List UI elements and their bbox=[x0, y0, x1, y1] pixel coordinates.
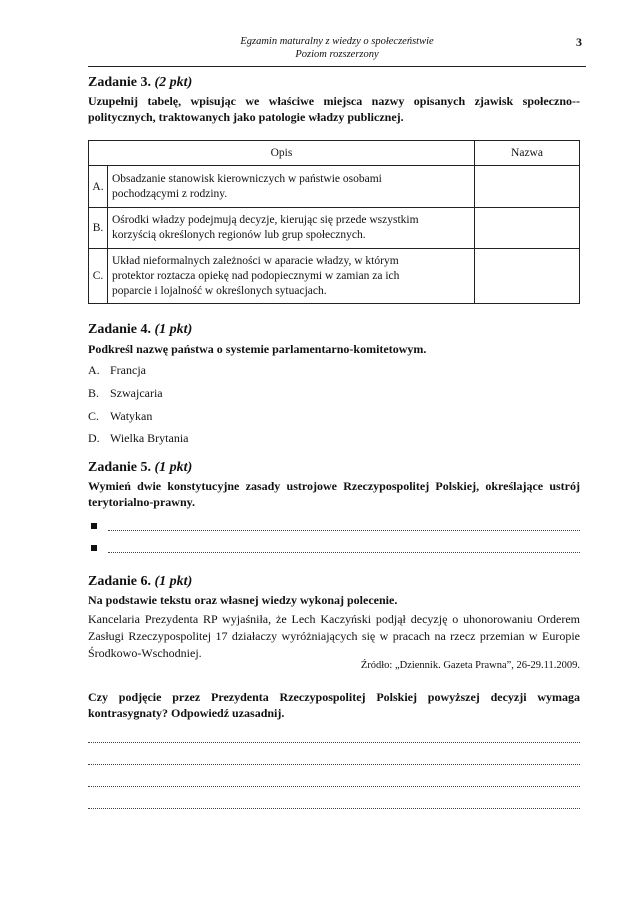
task4-label: Zadanie 4. bbox=[88, 322, 152, 337]
task6-points: (1 pkt) bbox=[154, 574, 193, 589]
option-c[interactable] bbox=[88, 409, 152, 424]
option-letter: B. bbox=[88, 386, 100, 400]
row-letter: B. bbox=[89, 208, 108, 249]
option-a[interactable] bbox=[88, 363, 146, 378]
column-nazwa: Nazwa bbox=[475, 141, 580, 166]
option-letter: A. bbox=[88, 363, 100, 377]
row-description-line: Ośrodki władzy podejmują decyzje, kierując się przede wszystkim bbox=[112, 214, 419, 226]
row-letter: C. bbox=[89, 249, 108, 304]
answer-line-1[interactable] bbox=[88, 520, 580, 534]
bullet-square-icon bbox=[91, 523, 97, 529]
task4-points: (1 pkt) bbox=[154, 322, 193, 337]
table-row bbox=[89, 166, 580, 208]
task4-instruction: Podkreśl nazwę państwa o systemie parlamentarno-komitetowym. bbox=[88, 342, 427, 356]
answer-line[interactable] bbox=[88, 742, 580, 743]
option-text: Wielka Brytania bbox=[110, 431, 189, 445]
answer-line[interactable] bbox=[88, 786, 580, 787]
answer-cell-c[interactable] bbox=[475, 249, 580, 304]
task3-label: Zadanie 3. bbox=[88, 75, 152, 90]
task6-question: Czy podjęcie przez Prezydenta Rzeczypospolitej Polskiej powyższej decyzji wymaga kontrasygnaty? Odpowiedź uzasadnij. bbox=[88, 690, 580, 720]
option-text: Szwajcaria bbox=[110, 386, 163, 400]
bullet-square-icon bbox=[91, 545, 97, 551]
page-header bbox=[88, 36, 586, 67]
task5-title bbox=[88, 460, 192, 476]
task3-instruction: Uzupełnij tabelę, wpisując we właściwe miejsca nazwy opisanych zjawisk społeczno--politycznych, traktowanych jako patologie władzy publicznej. bbox=[88, 94, 580, 124]
row-description bbox=[108, 166, 475, 208]
column-opis: Opis bbox=[89, 141, 475, 166]
row-description bbox=[108, 208, 475, 249]
option-letter: D. bbox=[88, 431, 100, 445]
row-description bbox=[108, 249, 475, 304]
answer-line-2[interactable] bbox=[88, 542, 580, 556]
task5-points: (1 pkt) bbox=[154, 460, 193, 475]
answer-cell-b[interactable] bbox=[475, 208, 580, 249]
row-letter: A. bbox=[89, 166, 108, 208]
exam-level: Poziom rozszerzony bbox=[295, 49, 379, 60]
row-description-line: poparcie i lojalność w określonych sytuacjach. bbox=[112, 284, 327, 297]
answer-line[interactable] bbox=[88, 808, 580, 809]
row-description-line: pochodzącymi z rodziny. bbox=[112, 187, 228, 200]
task5-label: Zadanie 5. bbox=[88, 460, 152, 475]
exam-title: Egzamin maturalny z wiedzy o społeczeństwie bbox=[240, 36, 434, 47]
task3-points: (2 pkt) bbox=[154, 75, 193, 90]
option-b[interactable] bbox=[88, 386, 163, 401]
table-row bbox=[89, 249, 580, 304]
source-citation: Źródło: „Dziennik. Gazeta Prawna”, 26-29.11.2009. bbox=[360, 660, 580, 671]
task3-title bbox=[88, 75, 192, 91]
task6-label: Zadanie 6. bbox=[88, 574, 152, 589]
row-description-line: protektor roztacza opiekę nad podopiecznymi w zamian za ich bbox=[112, 269, 400, 282]
option-letter: C. bbox=[88, 409, 100, 423]
task3-table bbox=[88, 140, 580, 304]
option-text: Francja bbox=[110, 363, 146, 377]
row-description-line: korzyścią określonych regionów lub grup społecznych. bbox=[112, 229, 366, 241]
source-text: Kancelaria Prezydenta RP wyjaśniła, że Lech Kaczyński podjął decyzję o uhonorowaniu Orderem Zasługi Rzeczypospolitej 17 działaczy wyróżniających się w pracach na rzecz przemian w Europie Środkowo-Wschodniej. bbox=[88, 612, 580, 660]
task5-instruction: Wymień dwie konstytucyjne zasady ustrojowe Rzeczypospolitej Polskiej, określające ustrój terytorialno-prawny. bbox=[88, 479, 580, 509]
table-row bbox=[89, 208, 580, 249]
answer-cell-a[interactable] bbox=[475, 166, 580, 208]
row-description-line: Układ nieformalnych zależności w aparacie władzy, w którym bbox=[112, 254, 399, 267]
answer-line[interactable] bbox=[88, 764, 580, 765]
option-text: Watykan bbox=[110, 409, 153, 423]
row-description-line: Obsadzanie stanowisk kierowniczych w państwie osobami bbox=[112, 172, 382, 185]
task6-instruction: Na podstawie tekstu oraz własnej wiedzy wykonaj polecenie. bbox=[88, 593, 398, 607]
task4-title bbox=[88, 322, 192, 338]
task6-title bbox=[88, 574, 192, 590]
option-d[interactable] bbox=[88, 431, 189, 446]
page-number: 3 bbox=[576, 35, 582, 49]
table-header-row bbox=[89, 141, 580, 166]
